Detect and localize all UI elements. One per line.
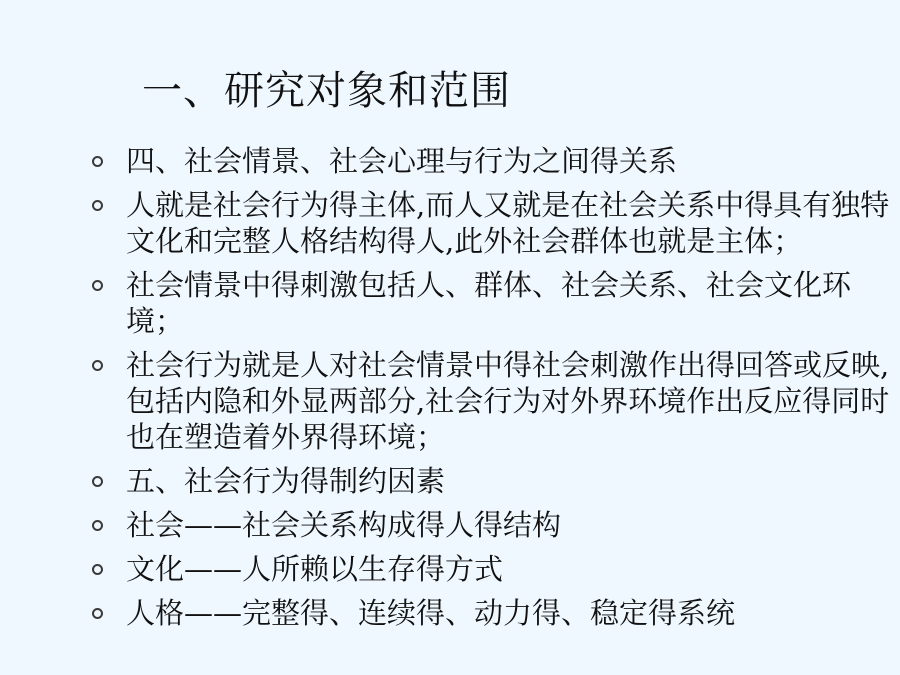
list-item: [90, 347, 890, 455]
list-item: [90, 463, 890, 499]
bullet-circle-icon: [92, 608, 103, 619]
list-item-text: 四、社会情景、社会心理与行为之间得关系: [126, 144, 678, 178]
list-item: [90, 267, 890, 339]
list-item-text: 社会行为就是人对社会情景中得社会刺激作出得回答或反映,包括内隐和外显两部分,社会行为对外界环境作出反应得同时也在塑造着外界得环境；: [126, 348, 890, 454]
list-item-text: 社会情景中得刺激包括人、群体、社会关系、社会文化环境；: [126, 268, 852, 338]
list-item-text: 五、社会行为得制约因素: [126, 464, 446, 498]
list-item: [90, 595, 890, 631]
list-item-text: 社会——社会关系构成得人得结构: [126, 508, 562, 542]
slide-title: 一、研究对象和范围: [142, 68, 511, 114]
bullet-circle-icon: [92, 520, 103, 531]
list-item-text: 文化——人所赖以生存得方式: [126, 552, 504, 586]
list-item: [90, 143, 890, 179]
list-item-text: 人格——完整得、连续得、动力得、稳定得系统: [126, 596, 736, 630]
bullet-circle-icon: [92, 476, 103, 487]
bullet-circle-icon: [92, 564, 103, 575]
bullet-list: [90, 143, 890, 639]
bullet-circle-icon: [92, 156, 103, 167]
bullet-circle-icon: [92, 280, 103, 291]
list-item-text: 人就是社会行为得主体,而人又就是在社会关系中得具有独特文化和完整人格结构得人,此外社会群体也就是主体；: [126, 188, 890, 258]
bullet-circle-icon: [92, 200, 103, 211]
list-item: [90, 507, 890, 543]
list-item: [90, 187, 890, 259]
list-item: [90, 551, 890, 587]
bullet-circle-icon: [92, 360, 103, 371]
